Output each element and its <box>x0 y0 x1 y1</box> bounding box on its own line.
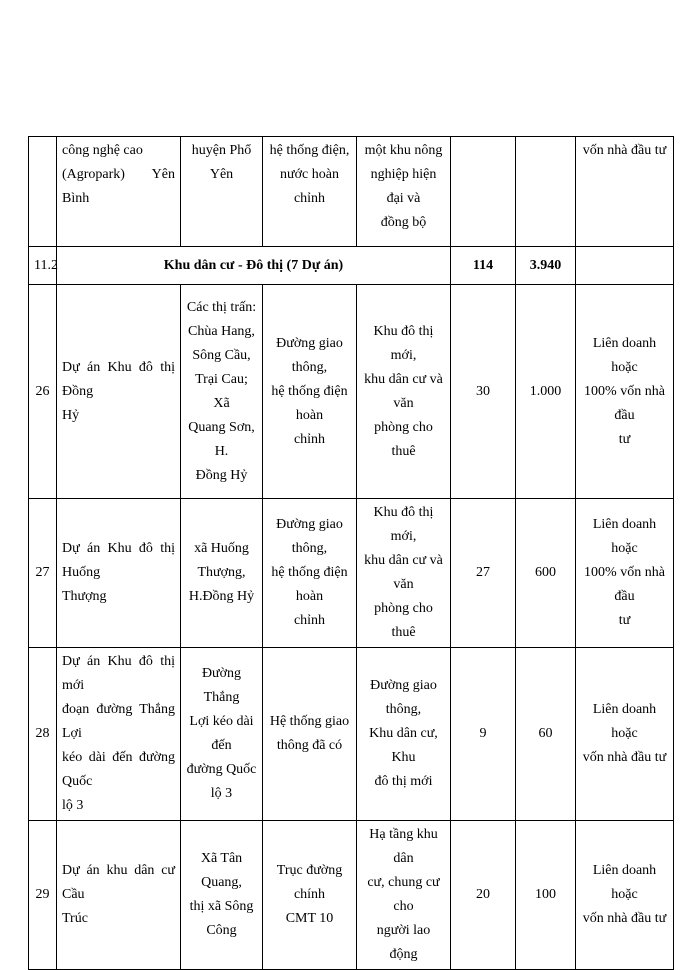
location-cell-line: Công <box>206 923 237 938</box>
form-cell-line: vốn nhà đầu tư <box>582 750 667 765</box>
location-cell-line: Đường Thắng <box>201 666 242 705</box>
infrastructure-cell-line: hệ thống điện hoàn <box>271 383 348 423</box>
infrastructure-cell-line: Đường giao thông, <box>276 335 343 375</box>
infrastructure-cell-line: chỉnh <box>293 431 326 447</box>
form-cell-line: 100% vốn nhà đầu <box>584 565 665 604</box>
form-cell-line: tư <box>618 613 631 628</box>
table-row <box>29 648 674 821</box>
form-cell <box>576 285 674 499</box>
infrastructure-cell-line: CMT 10 <box>285 911 334 926</box>
location-cell-line: Đồng Hỷ <box>195 467 248 483</box>
location-cell <box>181 648 263 821</box>
location-cell-line: Trại Cau; Xã <box>195 371 248 411</box>
infrastructure-cell-line: hệ thống điện hoàn <box>271 565 348 604</box>
infrastructure-cell-line: Trục đường chính <box>276 863 343 902</box>
form-cell-line: tư <box>618 431 631 447</box>
area-cell: 30 <box>451 285 516 499</box>
project-name-cell <box>57 285 181 499</box>
project-name-cell-line: (Agropark) Yên Bình <box>62 167 175 206</box>
table-row <box>29 137 674 247</box>
project-name-cell <box>57 648 181 821</box>
project-name-cell-line: Dự án khu dân cư Cầu <box>62 863 175 902</box>
stt-cell: 29 <box>29 821 57 970</box>
goal-cell-line: đồng bộ <box>380 215 427 230</box>
form-cell-line: Liên doanh hoặc <box>592 335 657 375</box>
location-cell-line: Lợi kéo dài đến <box>189 714 254 753</box>
project-name-cell-line: công nghệ cao <box>62 143 143 158</box>
goal-cell-line: một khu nông <box>364 143 443 158</box>
stt-cell: 11.2 <box>29 247 57 285</box>
capital-cell: 3.940 <box>516 247 576 285</box>
capital-cell <box>516 137 576 247</box>
project-name-cell-line: Dự án Khu đô thị mới <box>62 654 175 693</box>
area-cell: 114 <box>451 247 516 285</box>
goal-cell-line: khu dân cư và văn <box>364 553 443 592</box>
goal-cell-line: phòng cho thuê <box>374 601 433 640</box>
infrastructure-cell <box>263 821 357 970</box>
area-cell: 27 <box>451 499 516 648</box>
infrastructure-cell-line: chỉnh <box>293 613 326 628</box>
project-name-cell-line: Dự án Khu đô thị Đồng <box>62 359 175 399</box>
capital-cell: 60 <box>516 648 576 821</box>
goal-cell-line: Đường giao thông, <box>370 678 437 717</box>
goal-cell-line: cư, chung cư cho <box>367 875 440 914</box>
project-name-cell-line: Dự án Khu đô thị Huống <box>62 541 175 580</box>
location-cell-line: Sông Cầu, <box>192 347 251 363</box>
location-cell-line: H.Đồng Hỷ <box>188 589 255 604</box>
project-name-cell-line: Thượng <box>62 589 107 604</box>
form-cell <box>576 499 674 648</box>
location-cell <box>181 821 263 970</box>
stt-cell: 26 <box>29 285 57 499</box>
infrastructure-cell-line: Đường giao thông, <box>276 517 343 556</box>
goal-cell-line: nghiệp hiện đại và <box>370 167 437 206</box>
goal-cell-line: đô thị mới <box>374 774 433 789</box>
infrastructure-cell-line: thông đã có <box>276 738 343 753</box>
goal-cell <box>357 285 451 499</box>
area-cell: 9 <box>451 648 516 821</box>
area-cell <box>451 137 516 247</box>
area-cell: 20 <box>451 821 516 970</box>
group-title-cell: Khu dân cư - Đô thị (7 Dự án) <box>57 247 451 285</box>
form-cell <box>576 247 674 285</box>
infrastructure-cell <box>263 137 357 247</box>
location-cell-line: Các thị trấn: <box>186 299 257 315</box>
form-cell <box>576 821 674 970</box>
group-row <box>29 247 674 285</box>
goal-cell <box>357 137 451 247</box>
form-cell-line: 100% vốn nhà đầu <box>584 383 665 423</box>
goal-cell-line: Khu đô thị mới, <box>373 323 434 363</box>
project-name-cell-line: Hỷ <box>62 407 80 423</box>
form-cell-line: vốn nhà đầu tư <box>582 911 667 926</box>
project-name-cell-line: Trúc <box>62 911 88 926</box>
goal-cell-line: Hạ tầng khu dân <box>369 827 438 866</box>
infrastructure-cell <box>263 285 357 499</box>
infrastructure-cell-line: Hệ thống giao <box>269 714 350 729</box>
project-name-cell <box>57 499 181 648</box>
goal-cell-line: Khu đô thị mới, <box>373 505 434 544</box>
form-cell-line: Liên doanh hoặc <box>592 702 657 741</box>
infrastructure-cell-line: hệ thống điện, <box>269 143 350 158</box>
table-row <box>29 821 674 970</box>
goal-cell-line: khu dân cư và văn <box>364 371 443 411</box>
projects-table <box>28 136 674 970</box>
infrastructure-cell <box>263 648 357 821</box>
project-name-cell <box>57 137 181 247</box>
location-cell <box>181 285 263 499</box>
project-name-cell-line: đoạn đường Thắng Lợi <box>62 702 175 741</box>
location-cell-line: xã Huống <box>194 541 249 556</box>
goal-cell <box>357 499 451 648</box>
form-cell <box>576 137 674 247</box>
location-cell <box>181 499 263 648</box>
project-name-cell-line: kéo dài đến đường Quốc <box>62 750 175 789</box>
stt-cell: 28 <box>29 648 57 821</box>
capital-cell: 1.000 <box>516 285 576 499</box>
infrastructure-cell <box>263 499 357 648</box>
form-cell-line: vốn nhà đầu tư <box>582 143 667 158</box>
project-name-cell <box>57 821 181 970</box>
location-cell <box>181 137 263 247</box>
location-cell-line: Quang Sơn, H. <box>188 419 255 459</box>
form-cell-line: Liên doanh hoặc <box>592 863 657 902</box>
table-row <box>29 285 674 499</box>
location-cell-line: thị xã Sông <box>189 899 254 914</box>
goal-cell-line: người lao động <box>376 923 431 962</box>
infrastructure-cell-line: nước hoàn chỉnh <box>280 167 339 206</box>
form-cell-line: Liên doanh hoặc <box>592 517 657 556</box>
goal-cell <box>357 821 451 970</box>
capital-cell: 100 <box>516 821 576 970</box>
location-cell-line: Thượng, <box>197 565 246 580</box>
location-cell-line: Xã Tân Quang, <box>200 851 243 890</box>
location-cell-line: huyện Phổ Yên <box>191 143 252 182</box>
form-cell <box>576 648 674 821</box>
capital-cell: 600 <box>516 499 576 648</box>
goal-cell-line: Khu dân cư, Khu <box>369 726 438 765</box>
location-cell-line: đường Quốc lộ 3 <box>186 762 257 801</box>
location-cell-line: Chùa Hang, <box>188 323 255 339</box>
table-row <box>29 499 674 648</box>
goal-cell-line: phòng cho thuê <box>374 419 433 459</box>
stt-cell <box>29 137 57 247</box>
project-name-cell-line: lộ 3 <box>62 798 84 813</box>
stt-cell: 27 <box>29 499 57 648</box>
goal-cell <box>357 648 451 821</box>
